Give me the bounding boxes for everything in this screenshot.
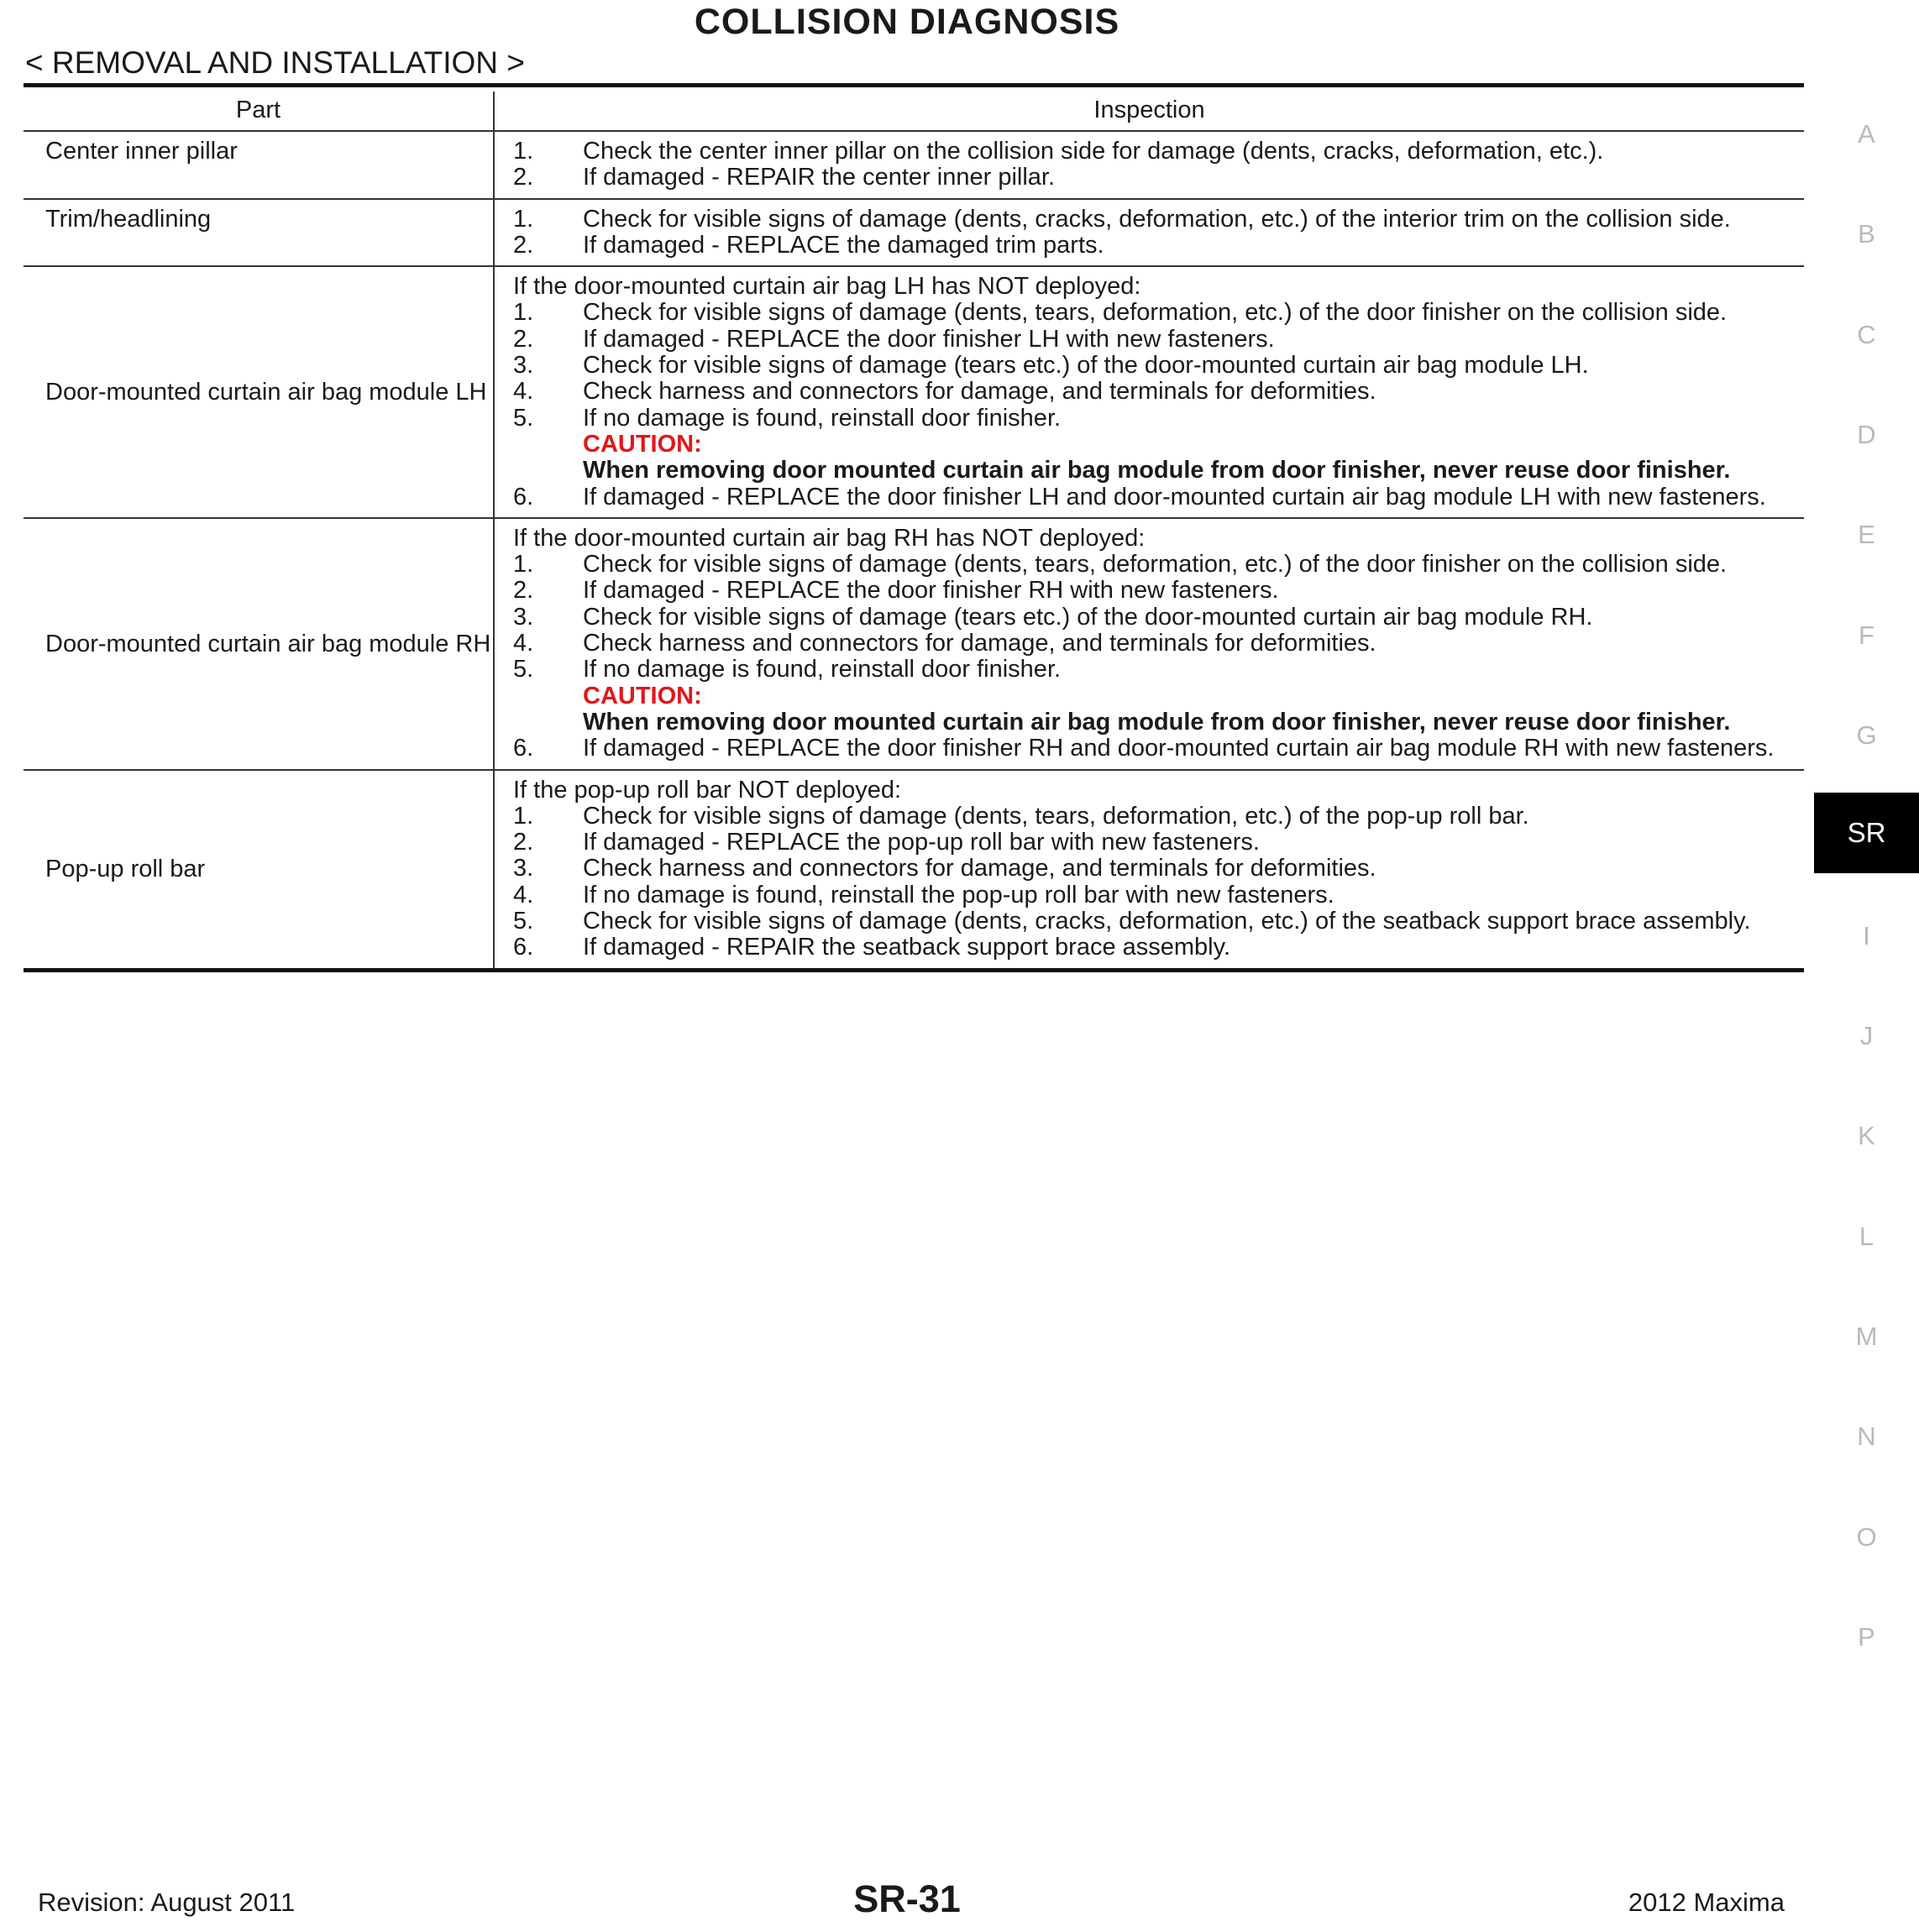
- part-cell: Pop-up roll bar: [24, 770, 494, 971]
- page-number: SR-31: [853, 1877, 961, 1920]
- inspection-step: [513, 379, 1796, 405]
- inspection-step: [513, 736, 1796, 762]
- caution-text: When removing door mounted curtain air bag module from door finisher, never reuse door finisher.: [583, 708, 1731, 736]
- step-text: Check for visible signs of damage (dents, cracks, deformation, etc.) of the seatback support brace assembly.: [583, 908, 1751, 935]
- step-number: 5.: [513, 404, 534, 432]
- index-tab-f[interactable]: F: [1859, 620, 1874, 650]
- inspection-step: [513, 233, 1796, 259]
- inspection-step: [513, 207, 1796, 233]
- step-number: 3.: [513, 855, 534, 882]
- step-text: If damaged - REPAIR the center inner pillar.: [583, 164, 1056, 191]
- inspection-step: [513, 139, 1796, 165]
- index-tab-i[interactable]: I: [1863, 921, 1870, 950]
- table-row: [24, 199, 1804, 267]
- index-tab-g[interactable]: G: [1856, 720, 1877, 750]
- inspection-step: [513, 882, 1796, 908]
- part-cell: Trim/headlining: [24, 199, 494, 267]
- index-tab-o[interactable]: O: [1856, 1522, 1877, 1552]
- table-row: [24, 770, 1804, 971]
- inspection-step: [513, 657, 1796, 683]
- inspection-step: [513, 327, 1796, 353]
- step-number: 2.: [513, 577, 534, 605]
- step-number: 4.: [513, 378, 534, 406]
- part-cell: Door-mounted curtain air bag module LH: [24, 266, 494, 518]
- inspection-step: [513, 856, 1796, 882]
- inspection-step: [513, 552, 1796, 578]
- table-header-row: [24, 92, 1804, 131]
- step-text: Check for visible signs of damage (dents, tears, deformation, etc.) of the pop-up roll bar.: [583, 802, 1529, 830]
- table-row: [24, 518, 1804, 770]
- inspection-cell: [494, 266, 1804, 518]
- step-number: 2.: [513, 231, 534, 259]
- inspection-cell: [494, 131, 1804, 199]
- inspection-step: [513, 935, 1796, 961]
- step-text: If no damage is found, reinstall door finisher.: [583, 656, 1062, 683]
- column-header-inspection: Inspection: [494, 92, 1804, 131]
- step-text: If damaged - REPLACE the pop-up roll bar with new fasteners.: [583, 829, 1260, 856]
- step-text: If damaged - REPLACE the door finisher LH and door-mounted curtain air bag module LH with new fasteners.: [583, 483, 1766, 510]
- index-tab-sr-active[interactable]: SR: [1814, 793, 1919, 873]
- inspection-step: [513, 605, 1796, 631]
- step-text: Check harness and connectors for damage, and terminals for deformities.: [583, 630, 1376, 657]
- caution-label: CAUTION:: [583, 430, 702, 458]
- index-tab-m[interactable]: M: [1855, 1322, 1878, 1351]
- step-text: If damaged - REPAIR the seatback support brace assembly.: [583, 934, 1231, 961]
- step-number: 2.: [513, 325, 534, 353]
- index-tab-c[interactable]: C: [1857, 320, 1876, 349]
- step-text: If damaged - REPLACE the door finisher RH and door-mounted curtain air bag module RH with new fasteners.: [583, 735, 1775, 762]
- inspection-intro: If the pop-up roll bar NOT deployed:: [513, 776, 902, 804]
- inspection-step: [513, 406, 1796, 432]
- inspection-intro: If the door-mounted curtain air bag RH has NOT deployed:: [513, 524, 1146, 552]
- header-rule: [24, 83, 1804, 87]
- step-number: 3.: [513, 603, 534, 631]
- step-number: 1.: [513, 551, 534, 579]
- section-index-tabs: [1814, 0, 1919, 1679]
- step-number: 4.: [513, 630, 534, 657]
- index-tab-b[interactable]: B: [1858, 219, 1875, 249]
- inspection-step: [513, 804, 1796, 830]
- index-tab-n[interactable]: N: [1857, 1422, 1876, 1451]
- step-number: 1.: [513, 205, 534, 233]
- index-tab-d[interactable]: D: [1857, 420, 1876, 449]
- step-text: If damaged - REPLACE the damaged trim parts.: [583, 231, 1104, 259]
- index-tab-k[interactable]: K: [1858, 1121, 1875, 1150]
- inspection-step: [513, 631, 1796, 657]
- inspection-step: [513, 484, 1796, 510]
- inspection-step: [513, 830, 1796, 856]
- collision-diagnosis-table: [24, 92, 1804, 972]
- column-header-part: Part: [24, 92, 494, 131]
- step-text: Check for visible signs of damage (dents, tears, deformation, etc.) of the door finisher on the collision side.: [583, 551, 1728, 579]
- step-number: 6.: [513, 483, 534, 510]
- step-text: If no damage is found, reinstall the pop-up roll bar with new fasteners.: [583, 881, 1334, 908]
- inspection-step: [513, 300, 1796, 326]
- step-text: Check harness and connectors for damage, and terminals for deformities.: [583, 855, 1376, 882]
- step-number: 3.: [513, 352, 534, 380]
- inspection-cell: [494, 199, 1804, 267]
- inspection-step: [513, 578, 1796, 604]
- step-number: 2.: [513, 164, 534, 191]
- caution-text: When removing door mounted curtain air bag module from door finisher, never reuse door finisher.: [583, 457, 1731, 484]
- step-text: Check for visible signs of damage (dents, cracks, deformation, etc.) of the interior trim on the collision side.: [583, 205, 1731, 233]
- index-tab-j[interactable]: J: [1859, 1021, 1874, 1050]
- page-title: COLLISION DIAGNOSIS: [694, 2, 1120, 42]
- step-text: If damaged - REPLACE the door finisher RH with new fasteners.: [583, 577, 1279, 605]
- index-tab-e[interactable]: E: [1858, 520, 1875, 549]
- table-row: [24, 131, 1804, 199]
- part-cell: Center inner pillar: [24, 131, 494, 199]
- inspection-intro: If the door-mounted curtain air bag LH has NOT deployed:: [513, 273, 1141, 301]
- step-text: Check for visible signs of damage (dents, tears, deformation, etc.) of the door finisher on the collision side.: [583, 299, 1728, 327]
- step-number: 2.: [513, 829, 534, 856]
- step-number: 1.: [513, 299, 534, 327]
- step-text: Check for visible signs of damage (tears etc.) of the door-mounted curtain air bag module RH.: [583, 603, 1593, 631]
- step-text: Check for visible signs of damage (tears etc.) of the door-mounted curtain air bag module LH.: [583, 352, 1589, 380]
- inspection-cell: [494, 518, 1804, 770]
- step-text: Check harness and connectors for damage, and terminals for deformities.: [583, 378, 1376, 406]
- step-number: 1.: [513, 802, 534, 830]
- table-row: [24, 266, 1804, 518]
- step-number: 1.: [513, 138, 534, 165]
- inspection-step: [513, 908, 1796, 935]
- step-text: Check the center inner pillar on the collision side for damage (dents, cracks, deformation, etc.).: [583, 138, 1604, 165]
- step-text: If damaged - REPLACE the door finisher LH with new fasteners.: [583, 325, 1275, 353]
- step-text: If no damage is found, reinstall door finisher.: [583, 404, 1062, 432]
- step-number: 5.: [513, 908, 534, 935]
- section-subtitle: < REMOVAL AND INSTALLATION >: [25, 45, 525, 80]
- inspection-cell: [494, 770, 1804, 971]
- step-number: 5.: [513, 656, 534, 683]
- index-tab-a[interactable]: A: [1858, 119, 1875, 149]
- inspection-step: [513, 353, 1796, 379]
- vehicle-model: 2012 Maxima: [1628, 1887, 1785, 1917]
- step-number: 6.: [513, 735, 534, 762]
- part-cell: Door-mounted curtain air bag module RH: [24, 518, 494, 770]
- index-tab-p[interactable]: P: [1858, 1622, 1875, 1652]
- step-number: 6.: [513, 934, 534, 961]
- step-number: 4.: [513, 881, 534, 908]
- revision-date: Revision: August 2011: [38, 1887, 296, 1917]
- index-tab-l[interactable]: L: [1859, 1222, 1874, 1251]
- caution-label: CAUTION:: [583, 682, 702, 709]
- inspection-step: [513, 165, 1796, 191]
